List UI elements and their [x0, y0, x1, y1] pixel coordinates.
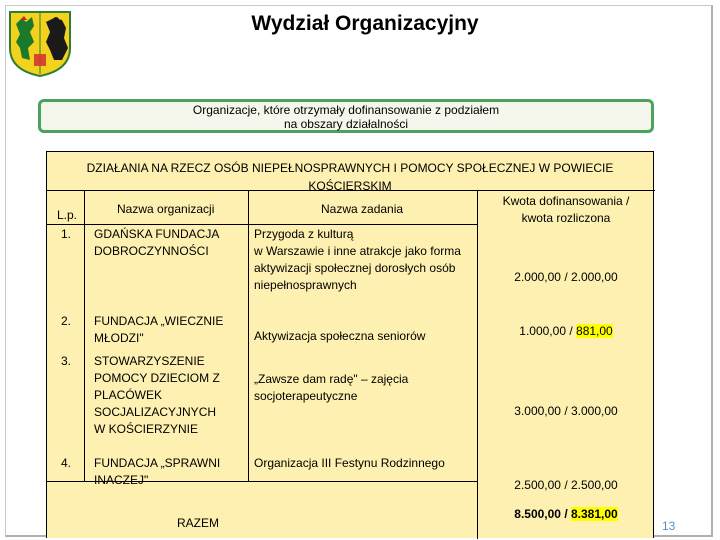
row-2-amount-settled: 881,00 [576, 324, 613, 338]
row-3-org-line: PLACÓWEK [94, 388, 163, 402]
row-1-org-line: GDAŃSKA FUNDACJA [94, 227, 220, 241]
subtitle-line-2: na obszary działalności [283, 117, 409, 131]
row-2-org [94, 313, 223, 347]
table-heading-line-2: KOŚCIERSKIM [308, 179, 392, 193]
column-header-task: Nazwa zadania [321, 202, 404, 216]
subtitle-box [38, 99, 654, 133]
row-3-amount-settled: 3.000,00 [571, 404, 618, 418]
row-3-lp: 3. [61, 354, 72, 368]
row-1-task-line: niepełnosprawnych [254, 278, 357, 292]
row-3-org [94, 353, 220, 438]
row-4-task [254, 455, 445, 472]
amount-separator: / [560, 404, 571, 418]
amount-separator: / [566, 324, 577, 338]
row-2-org-line: FUNDACJA „WIECZNIE [94, 314, 224, 328]
row-1-amount [477, 269, 655, 286]
amount-separator: / [560, 507, 571, 521]
row-3-org-line: STOWARZYSZENIE [94, 354, 205, 368]
row-3-amount [477, 403, 655, 420]
total-amount-granted: 8.500,00 [514, 507, 561, 521]
column-header-lp: L.p. [57, 208, 78, 222]
column-header-org: Nazwa organizacji [117, 202, 215, 216]
total-label: RAZEM [177, 516, 219, 530]
row-1-task [254, 226, 461, 294]
row-3-task [254, 371, 408, 405]
column-divider-2 [248, 190, 249, 481]
row-4-task-line: Organizacja III Festynu Rodzinnego [254, 456, 445, 470]
row-3-amount-granted: 3.000,00 [514, 404, 561, 418]
column-header-amount-line-2: kwota rozliczona [521, 211, 611, 225]
column-header-amount [477, 193, 655, 227]
row-1-task-line: aktywizacji społecznej dorosłych osób [254, 261, 456, 275]
row-4-amount-granted: 2.500,00 [514, 478, 561, 492]
table-heading-line-1: DZIAŁANIA NA RZECZ OSÓB NIEPEŁNOSPRAWNYCH I POMOCY SPOŁECZNEJ W POWIECIE [86, 161, 614, 175]
row-4-amount-settled: 2.500,00 [571, 478, 618, 492]
row-1-task-line: w Warszawie i inne atrakcje jako forma [254, 244, 461, 258]
funding-table [46, 151, 654, 538]
row-3-org-line: POMOCY DZIECIOM Z [94, 371, 220, 385]
row-2-amount [477, 323, 655, 340]
row-3-org-line: W KOŚCIERZYNIE [94, 422, 199, 436]
row-1-org-line: DOBROCZYNNOŚCI [94, 244, 209, 258]
header-bottom-line [47, 224, 477, 225]
row-2-amount-granted: 1.000,00 [519, 324, 566, 338]
row-1-amount-settled: 2.000,00 [571, 270, 618, 284]
row-1-org [94, 226, 219, 260]
page-title: Wydział Organizacyjny [251, 12, 479, 35]
row-1-task-line: Przygoda z kulturą [254, 227, 354, 241]
total-amount [477, 506, 655, 523]
row-2-org-line: MŁODZI" [94, 331, 144, 345]
amount-separator: / [560, 478, 571, 492]
row-2-task-line: Aktywizacja społeczna seniorów [254, 329, 426, 343]
row-4-org-line: INACZEJ" [94, 473, 149, 487]
total-amount-settled: 8.381,00 [571, 507, 618, 521]
page-number: 13 [662, 519, 676, 533]
column-divider-1 [84, 190, 85, 481]
subtitle-line-1: Organizacje, które otrzymały dofinansowanie z podziałem [192, 103, 500, 117]
row-4-org [94, 455, 220, 489]
header-top-line [47, 190, 655, 191]
row-4-org-line: FUNDACJA „SPRAWNI [94, 456, 221, 470]
row-4-amount [477, 477, 655, 494]
row-1-lp: 1. [61, 227, 72, 241]
row-3-task-line: socjoterapeutyczne [254, 389, 358, 403]
row-2-task [254, 328, 425, 345]
column-header-amount-line-1: Kwota dofinansowania / [502, 194, 630, 208]
row-3-task-line: „Zawsze dam radę" – zajęcia [254, 372, 409, 386]
row-2-lp: 2. [61, 314, 72, 328]
row-4-lp: 4. [61, 456, 72, 470]
row-3-org-line: SOCJALIZACYJNYCH [94, 405, 217, 419]
coat-of-arms-logo [6, 8, 74, 78]
amount-separator: / [560, 270, 571, 284]
row-1-amount-granted: 2.000,00 [514, 270, 561, 284]
